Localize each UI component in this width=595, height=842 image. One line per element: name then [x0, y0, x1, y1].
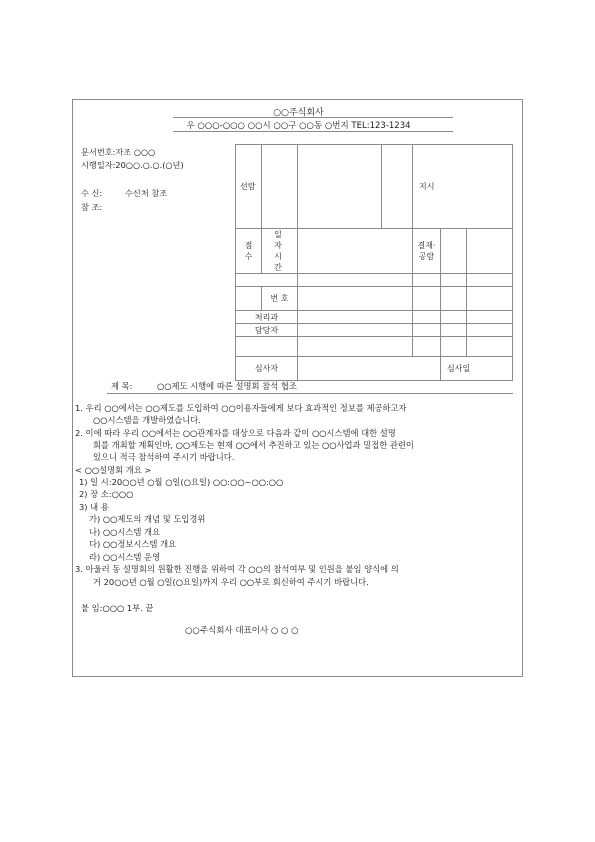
blank-cell — [236, 274, 298, 287]
blank-cell — [298, 287, 413, 311]
body-para2-line2: 회를 개최할 계획인바, ○○제도는 현재 ○○에서 추진하고 있는 ○○사업과 밀접한 관련이 — [93, 440, 414, 450]
seonram-label: 선람 — [236, 145, 262, 229]
blank-cell — [413, 324, 441, 337]
gyeoljae-cell-2 — [467, 229, 513, 274]
blank-cell — [298, 229, 413, 274]
blank-cell — [441, 324, 467, 337]
blank-cell — [467, 274, 513, 287]
issue-date: 시행일자:20○○.○.○.(○년) — [81, 160, 184, 170]
body-para1-line2: ○○시스템을 개발하였습니다. — [93, 415, 201, 425]
body-para2-line3: 있으니 적극 참석하여 주시기 바랍니다. — [93, 452, 235, 462]
body-para3-line2: 거 20○○년 ○월 ○일(○요일)까지 우리 ○○부로 회신하여 주시기 바랍니다. — [93, 577, 369, 587]
simsail-label: 심사일 — [441, 357, 513, 381]
blank-cell — [236, 287, 262, 311]
recipient-label: 수 신: — [81, 188, 103, 198]
approval-table — [235, 144, 512, 375]
subject-label: 제 목: — [111, 381, 133, 391]
blank-cell — [441, 274, 467, 287]
doc-number: 문서번호:자조 ○○○ — [81, 147, 156, 157]
overview-item-datetime: 1) 일 시:20○○년 ○월 ○일(○요일) ○○:○○~○○:○○ — [79, 477, 284, 487]
seonram-cell-1 — [262, 145, 298, 229]
body-para1-line1: 1. 우리 ○○에서는 ○○제도를 도입하여 ○○이용자들에게 보다 효과적인 정보를 제공하고자 — [75, 403, 407, 413]
gyeoljae-label — [413, 229, 441, 274]
blank-cell — [467, 324, 513, 337]
content-item-b: 나) ○○시스템 개요 — [89, 527, 161, 537]
content-item-c: 다) ○○정보시스템 개요 — [89, 539, 177, 549]
jeomsu-label — [236, 229, 262, 274]
simsaja-label: 심사자 — [236, 357, 298, 381]
header-divider-bottom — [173, 131, 453, 132]
gyeoljae-text: 결재·공람 — [417, 241, 436, 261]
blank-cell — [236, 337, 298, 357]
blank-cell — [467, 287, 513, 311]
document-frame — [72, 99, 523, 677]
ilja-sigan-text: 일자시간 — [274, 230, 285, 272]
blank-cell — [441, 287, 467, 311]
subject-underline — [107, 393, 513, 394]
reference-label: 참 조: — [81, 202, 103, 212]
blank-cell — [467, 311, 513, 324]
cheorigwa-label: 처리과 — [236, 311, 298, 324]
overview-title: < ○○설명회 개요 > — [75, 465, 152, 475]
blank-cell — [298, 337, 413, 357]
blank-cell — [413, 337, 441, 357]
attachment-line: 붙 임:○○○ 1부. 끝 — [81, 603, 154, 613]
seonram-cell-3 — [382, 145, 413, 229]
jisi-label: 지시 — [413, 145, 513, 229]
company-address: 우 ○○○-○○○ ○○시 ○○구 ○○동 ○번지 TEL:123-1234 — [186, 121, 411, 131]
recipient-value: 수신처 참조 — [125, 188, 168, 198]
blank-cell — [298, 357, 441, 381]
subject-value: ○○제도 시행에 따른 설명회 참석 협조 — [157, 381, 297, 391]
blank-cell — [441, 337, 467, 357]
blank-cell — [298, 324, 413, 337]
jeomsu-text: 점수 — [244, 241, 253, 261]
blank-cell — [413, 311, 441, 324]
blank-cell — [298, 311, 413, 324]
overview-item-place: 2) 장 소:○○○ — [79, 489, 134, 499]
body-para3-line1: 3. 아울러 동 설명회의 원활한 진행을 위하여 각 ○○의 참석여부 및 인원을 붙임 양식에 의 — [75, 564, 399, 574]
blank-cell — [413, 287, 441, 311]
gyeoljae-cell-1 — [441, 229, 467, 274]
blank-cell — [441, 311, 467, 324]
header-divider-top — [173, 117, 453, 118]
beonho-label: 번 호 — [262, 287, 298, 311]
blank-cell — [413, 274, 441, 287]
overview-item-content: 3) 내 용 — [79, 502, 109, 512]
blank-cell — [298, 274, 413, 287]
content-item-d: 라) ○○시스템 운영 — [89, 552, 161, 562]
body-para2-line1: 2. 이에 따라 우리 ○○에서는 ○○관계자를 대상으로 다음과 같이 ○○시스템에 대한 설명 — [75, 428, 396, 438]
damdangja-label: 담당자 — [236, 324, 298, 337]
blank-cell — [467, 337, 513, 357]
company-name: ○○주식회사 — [273, 108, 324, 118]
signature-line: ○○주식회사 대표이사 ○ ○ ○ — [185, 626, 299, 636]
seonram-cell-2 — [298, 145, 382, 229]
ilja-sigan-label — [262, 229, 298, 274]
content-item-a: 가) ○○제도의 개념 및 도입경위 — [89, 514, 206, 524]
